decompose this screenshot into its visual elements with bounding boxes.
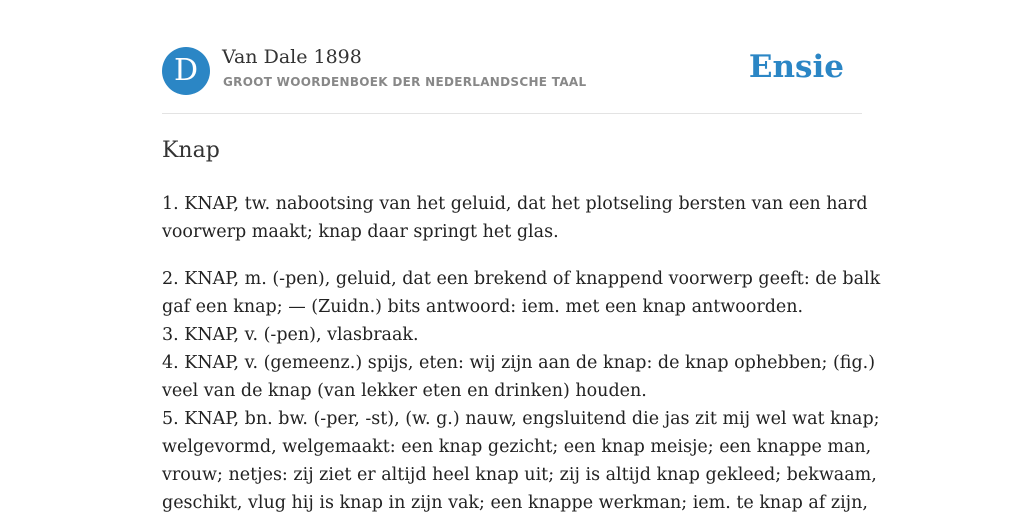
definition-line: vrouw; netjes: zij ziet er altijd heel knap uit; zij is altijd knap gekleed; bekwaam,: [162, 465, 877, 485]
definition-line: 4. KNAP, v. (gemeenz.) spijs, eten: wij zijn aan de knap: de knap ophebben; (fig.): [162, 353, 876, 373]
entry-title: Knap: [162, 138, 220, 163]
definition-paragraph: [162, 190, 872, 246]
definition-line: gaf een knap; — (Zuidn.) bits antwoord: iem. met een knap antwoorden.: [162, 297, 804, 317]
definition-line: welgevormd, welgemaakt: een knap gezicht; een knap meisje; een knappe man,: [162, 437, 872, 457]
dictionary-logo[interactable]: D: [162, 47, 210, 95]
header-divider: [162, 113, 862, 114]
definition-line: 2. KNAP, m. (-pen), geluid, dat een brekend of knappend voorwerp geeft: de balk: [162, 269, 881, 289]
dictionary-subtitle: GROOT WOORDENBOEK DER NEDERLANDSCHE TAAL: [223, 75, 587, 89]
definition-line: 3. KNAP, v. (-pen), vlasbraak.: [162, 325, 419, 345]
dictionary-title[interactable]: Van Dale 1898: [222, 46, 362, 68]
definition-line: geschikt, vlug hij is knap in zijn vak; een knappe werkman; iem. te knap af zijn,: [162, 493, 868, 512]
definition-line: 1. KNAP, tw. nabootsing van het geluid, dat het plotseling bersten van een hard: [162, 194, 868, 214]
definition-line: veel van de knap (van lekker eten en drinken) houden.: [162, 381, 647, 401]
ensie-brand-logo[interactable]: Ensie: [748, 49, 844, 85]
entry-definition: [162, 190, 881, 512]
site-header: [162, 46, 862, 96]
definition-paragraph: [162, 265, 881, 512]
definition-line: voorwerp maakt; knap daar springt het glas.: [162, 222, 559, 242]
definition-line: 5. KNAP, bn. bw. (-per, -st), (w. g.) nauw, engsluitend die jas zit mij wel wat knap;: [162, 409, 880, 429]
